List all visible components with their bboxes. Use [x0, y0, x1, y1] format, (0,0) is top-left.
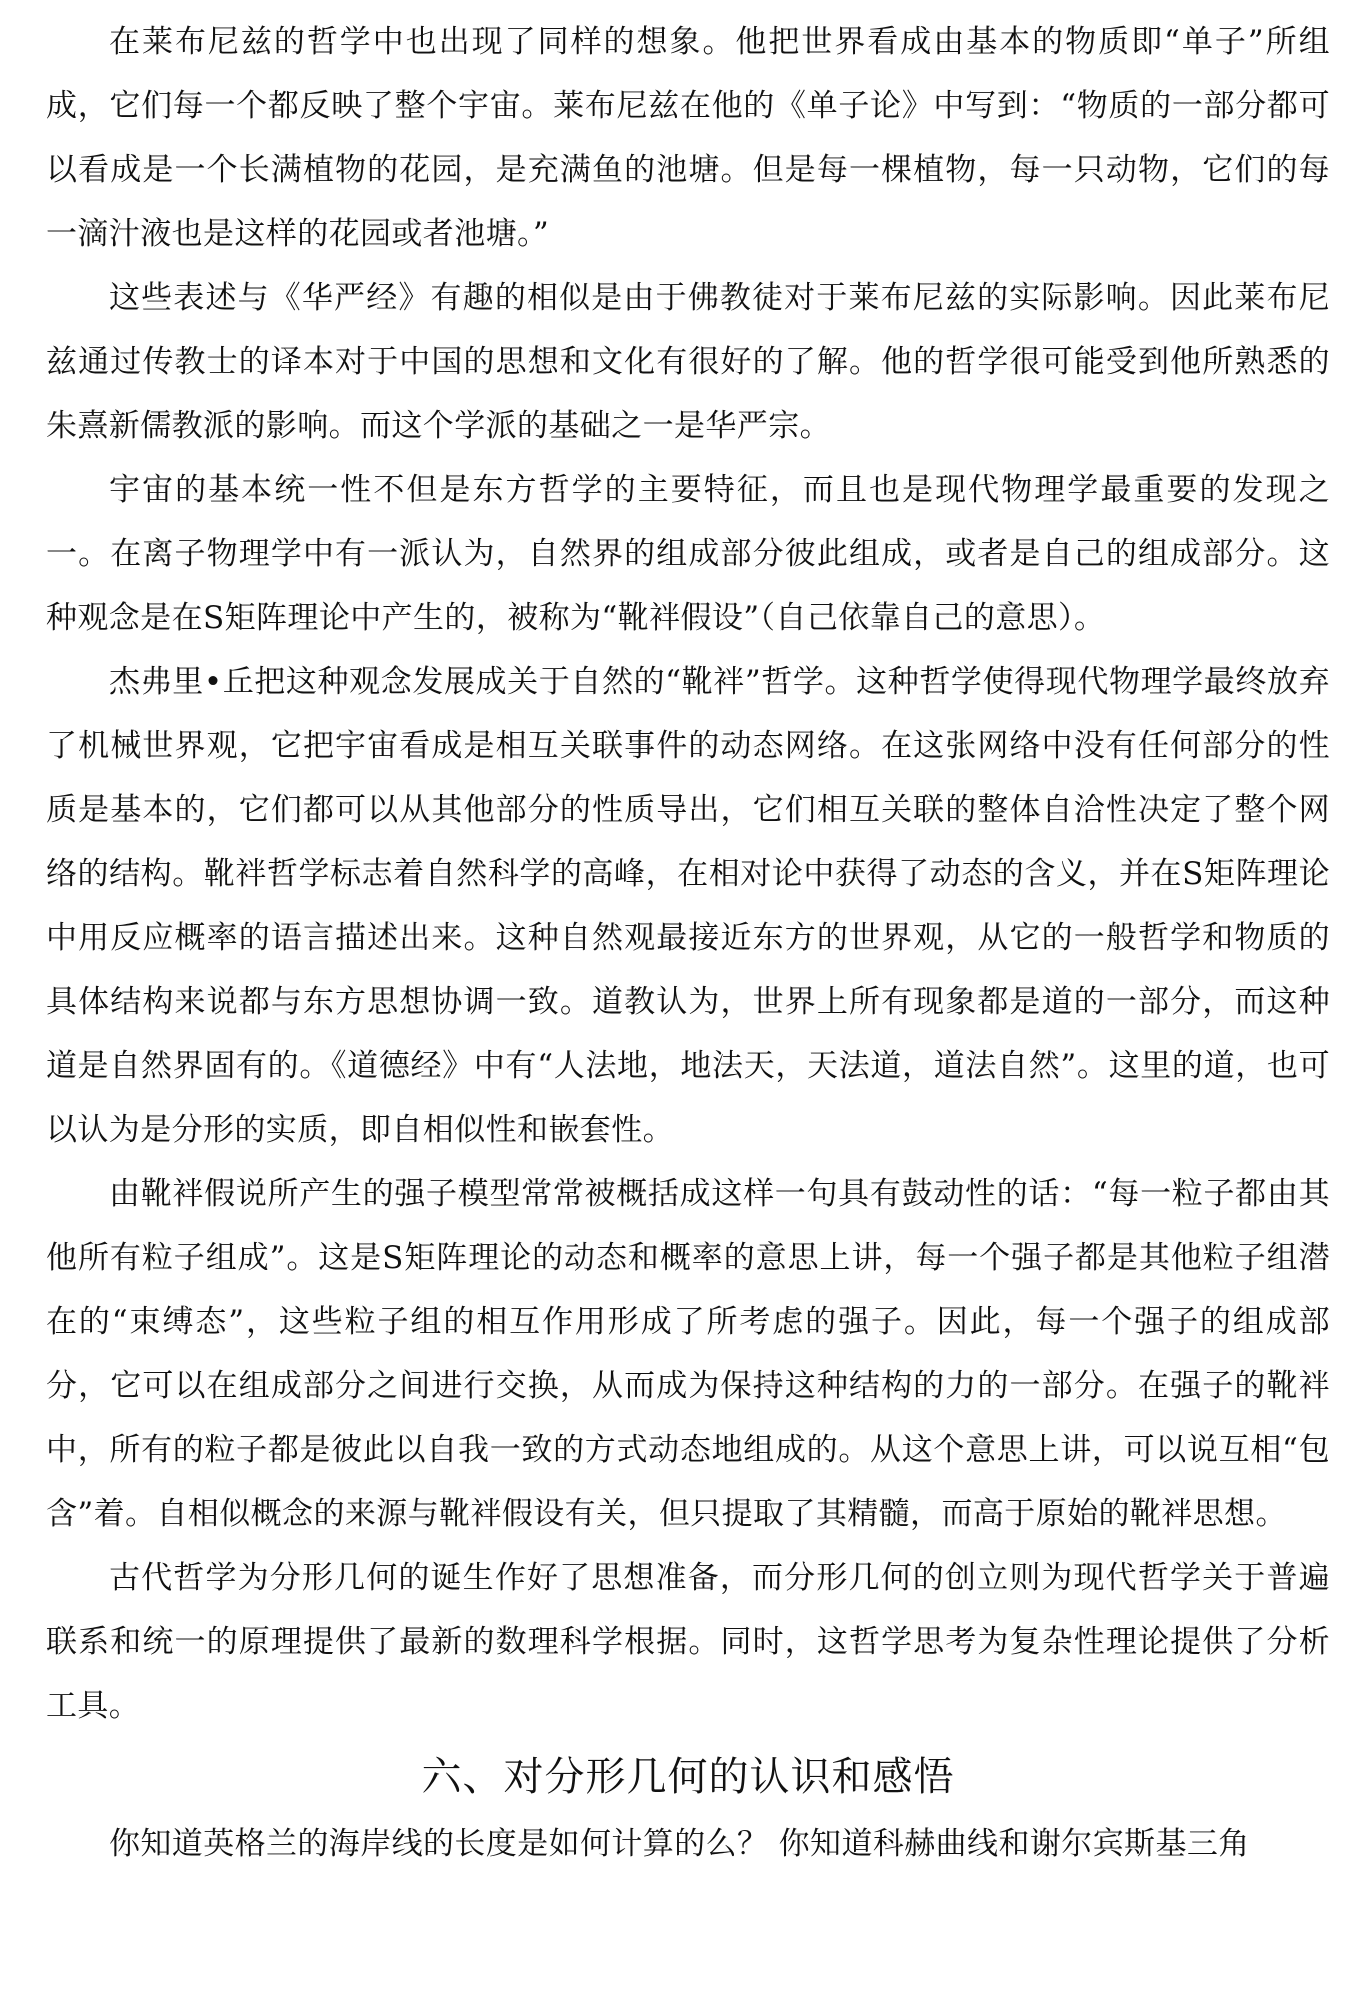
paragraph-huayan-influence: 这些表述与《华严经》有趣的相似是由于佛教徒对于莱布尼兹的实际影响。因此莱布尼兹通过传教士的译本对于中国的思想和文化有很好的了解。他的哲学很可能受到他所熟悉的朱熹新儒教派的影响。而这个学派的基础之一是华严宗。 — [46, 280, 1330, 444]
paragraph-leibniz-monads: 在莱布尼兹的哲学中也出现了同样的想象。他把世界看成由基本的物质即“单子”所组成，它们每一个都反映了整个宇宙。莱布尼兹在他的《单子论》中写到：“物质的一部分都可以看成是一个长满植物的花园，是充满鱼的池塘。但是每一棵植物，每一只动物，它们的每一滴汁液也是这样的花园或者池塘。” — [46, 24, 1330, 252]
paragraph-bootstrap-philosophy: 杰弗里•丘把这种观念发展成关于自然的“靴袢”哲学。这种哲学使得现代物理学最终放弃了机械世界观，它把宇宙看成是相互关联事件的动态网络。在这张网络中没有任何部分的性质是基本的，它们都可以从其他部分的性质导出，它们相互关联的整体自洽性决定了整个网络的结构。靴袢哲学标志着自然科学的高峰，在相对论中获得了动态的含义，并在S矩阵理论中用反应概率的语言描述出来。这种自然观最接近东方的世界观，从它的一般哲学和物质的具体结构来说都与东方思想协调一致。道教认为，世界上所有现象都是道的一部分，而这种道是自然界固有的。《道德经》中有“人法地，地法天，天法道，道法自然”。这里的道，也可以认为是分形的实质，即自相似性和嵌套性。 — [46, 664, 1330, 1148]
paragraph-hadron-model: 由靴袢假说所产生的强子模型常常被概括成这样一句具有鼓动性的话：“每一粒子都由其他所有粒子组成”。这是S矩阵理论的动态和概率的意思上讲，每一个强子都是其他粒子组潜在的“束缚态”，这些粒子组的相互作用形成了所考虑的强子。因此，每一个强子的组成部分，它可以在组成部分之间进行交换，从而成为保持这种结构的力的一部分。在强子的靴袢中，所有的粒子都是彼此以自我一致的方式动态地组成的。从这个意思上讲，可以说互相“包含”着。自相似概念的来源与靴袢假设有关，但只提取了其精髓，而高于原始的靴袢思想。 — [46, 1176, 1330, 1532]
section-heading: 六、对分形几何的认识和感悟 — [421, 1754, 955, 1800]
paragraph-ancient-philosophy: 古代哲学为分形几何的诞生作好了思想准备，而分形几何的创立则为现代哲学关于普遍联系和统一的原理提供了最新的数理科学根据。同时，这哲学思考为复杂性理论提供了分析工具。 — [46, 1560, 1330, 1724]
paragraph-universe-unity: 宇宙的基本统一性不但是东方哲学的主要特征，而且也是现代物理学最重要的发现之一。在离子物理学中有一派认为，自然界的组成部分彼此组成，或者是自己的组成部分。这种观念是在S矩阵理论中产生的，被称为“靴袢假设”（自己依靠自己的意思）。 — [46, 472, 1330, 636]
paragraph-coastline-question: 你知道英格兰的海岸线的长度是如何计算的么？ 你知道科赫曲线和谢尔宾斯基三角 — [109, 1826, 1250, 1862]
document-page — [46, 0, 1330, 1876]
